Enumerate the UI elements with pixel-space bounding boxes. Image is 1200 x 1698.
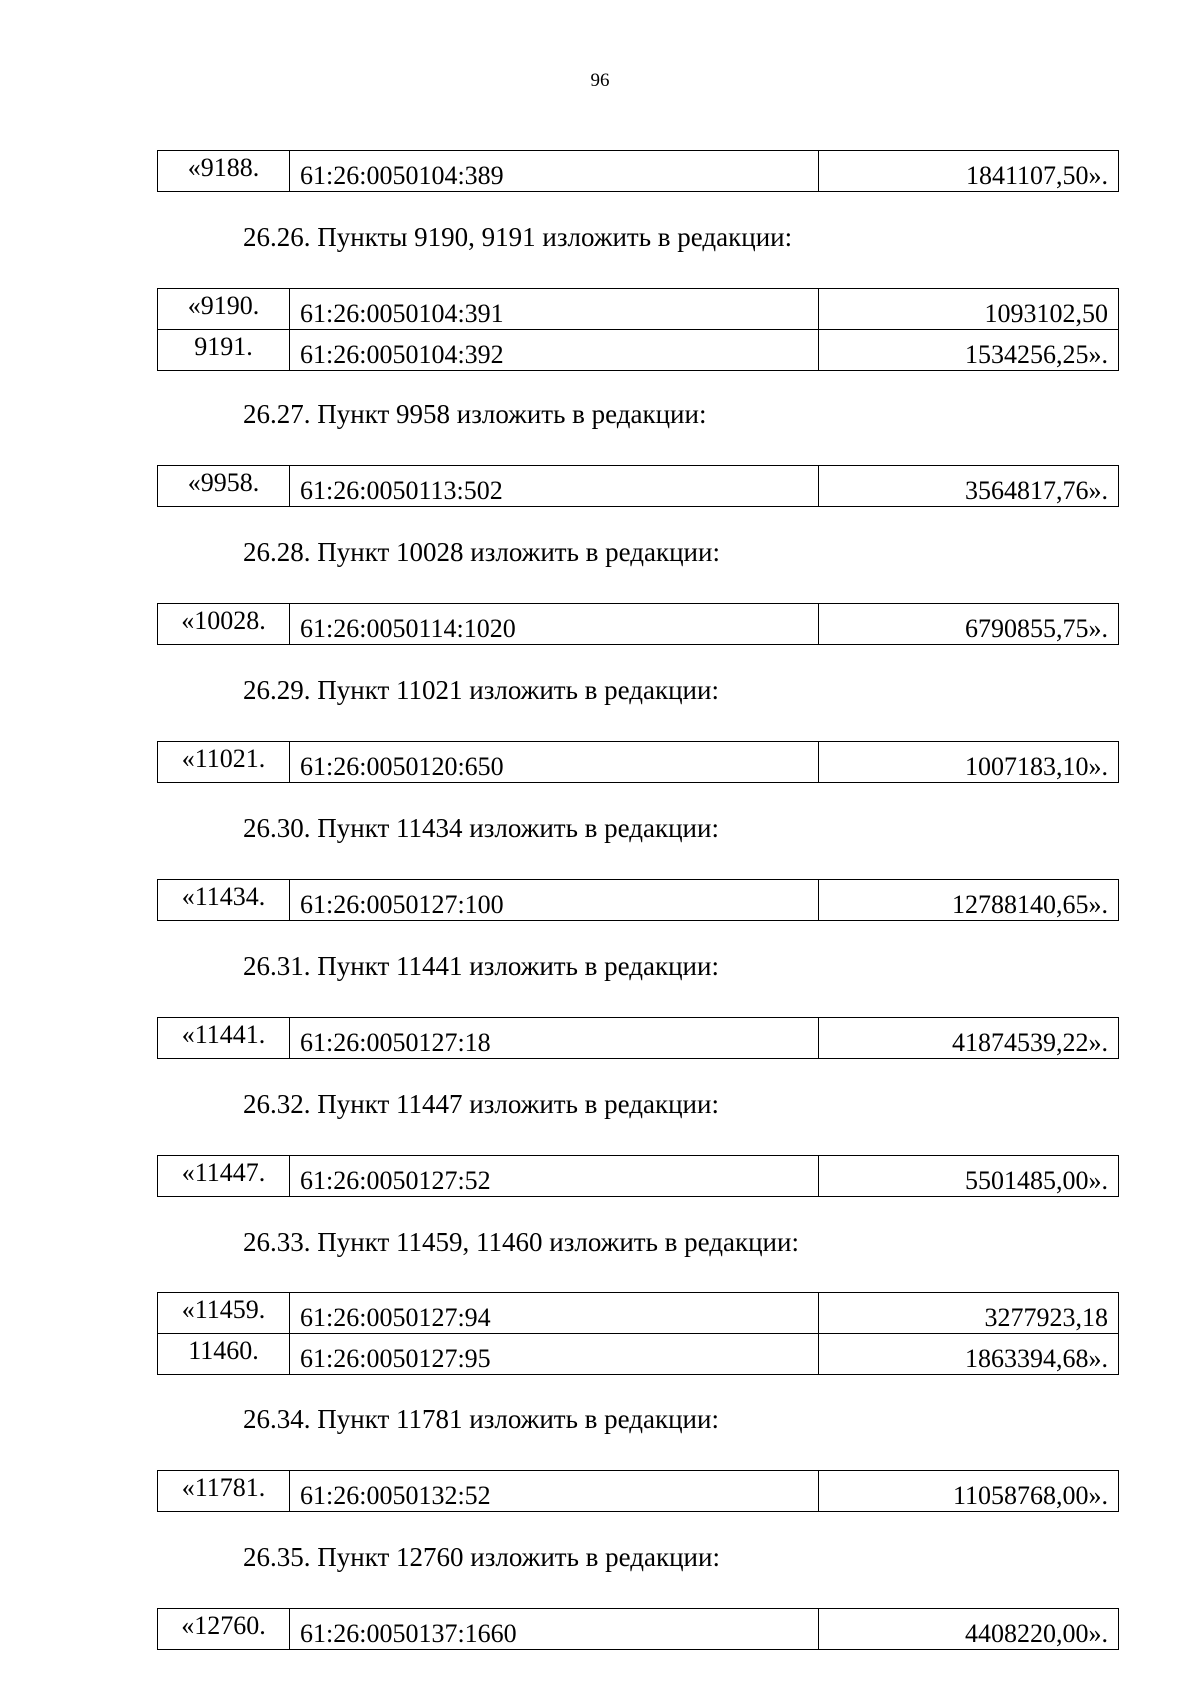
table-row: [158, 1609, 1119, 1650]
cadastral-number: 61:26:0050104:392: [290, 330, 819, 371]
cadastral-number: 61:26:0050127:95: [290, 1334, 819, 1375]
item-number: «11021.: [158, 742, 290, 783]
item-number: «11441.: [158, 1018, 290, 1059]
item-number: «11459.: [158, 1293, 290, 1334]
table-row: [158, 604, 1119, 645]
amendment-table: [157, 1155, 1119, 1197]
cadastral-number: 61:26:0050113:502: [290, 466, 819, 507]
amendment-paragraph: 26.35. Пункт 12760 изложить в редакции:: [243, 1542, 720, 1572]
table-row: [158, 1471, 1119, 1512]
cadastral-value: 1007183,10».: [819, 742, 1119, 783]
amendment-table: [157, 1292, 1119, 1375]
table-row: [158, 289, 1119, 330]
cadastral-value: 4408220,00».: [819, 1609, 1119, 1650]
table-row: [158, 1156, 1119, 1197]
cadastral-value: 11058768,00».: [819, 1471, 1119, 1512]
amendment-table: [157, 879, 1119, 921]
cadastral-number: 61:26:0050114:1020: [290, 604, 819, 645]
amendment-paragraph: 26.26. Пункты 9190, 9191 изложить в редакции:: [243, 222, 793, 252]
cadastral-value: 6790855,75».: [819, 604, 1119, 645]
amendment-paragraph: 26.28. Пункт 10028 изложить в редакции:: [243, 537, 720, 567]
item-number: 9191.: [158, 330, 290, 371]
table-row: [158, 1334, 1119, 1375]
cadastral-number: 61:26:0050104:391: [290, 289, 819, 330]
table-row: [158, 151, 1119, 192]
amendment-paragraph: 26.27. Пункт 9958 изложить в редакции:: [243, 399, 707, 429]
item-number: «9958.: [158, 466, 290, 507]
item-number: «10028.: [158, 604, 290, 645]
amendment-paragraph: 26.30. Пункт 11434 изложить в редакции:: [243, 813, 719, 843]
cadastral-value: 1841107,50».: [819, 151, 1119, 192]
cadastral-value: 5501485,00».: [819, 1156, 1119, 1197]
item-number: «12760.: [158, 1609, 290, 1650]
cadastral-value: 3277923,18: [819, 1293, 1119, 1334]
amendment-table: [157, 288, 1119, 371]
amendment-table: [157, 465, 1119, 507]
item-number: «9190.: [158, 289, 290, 330]
item-number: «11447.: [158, 1156, 290, 1197]
cadastral-value: 1534256,25».: [819, 330, 1119, 371]
table-row: [158, 1018, 1119, 1059]
amendment-paragraph: 26.33. Пункт 11459, 11460 изложить в редакции:: [243, 1227, 799, 1257]
item-number: «11434.: [158, 880, 290, 921]
cadastral-value: 1093102,50: [819, 289, 1119, 330]
cadastral-number: 61:26:0050120:650: [290, 742, 819, 783]
table-row: [158, 466, 1119, 507]
cadastral-number: 61:26:0050127:52: [290, 1156, 819, 1197]
item-number: «9188.: [158, 151, 290, 192]
amendment-table: [157, 1470, 1119, 1512]
amendment-table: [157, 150, 1119, 192]
cadastral-number: 61:26:0050127:100: [290, 880, 819, 921]
cadastral-number: 61:26:0050137:1660: [290, 1609, 819, 1650]
item-number: 11460.: [158, 1334, 290, 1375]
table-row: [158, 880, 1119, 921]
cadastral-value: 12788140,65».: [819, 880, 1119, 921]
cadastral-number: 61:26:0050132:52: [290, 1471, 819, 1512]
amendment-table: [157, 741, 1119, 783]
table-row: [158, 330, 1119, 371]
amendment-paragraph: 26.29. Пункт 11021 изложить в редакции:: [243, 675, 719, 705]
cadastral-number: 61:26:0050127:18: [290, 1018, 819, 1059]
table-row: [158, 1293, 1119, 1334]
item-number: «11781.: [158, 1471, 290, 1512]
amendment-table: [157, 1017, 1119, 1059]
page-number: 96: [590, 70, 610, 91]
cadastral-value: 1863394,68».: [819, 1334, 1119, 1375]
cadastral-number: 61:26:0050127:94: [290, 1293, 819, 1334]
amendment-table: [157, 603, 1119, 645]
table-row: [158, 742, 1119, 783]
amendment-paragraph: 26.32. Пункт 11447 изложить в редакции:: [243, 1089, 719, 1119]
cadastral-value: 41874539,22».: [819, 1018, 1119, 1059]
amendment-paragraph: 26.31. Пункт 11441 изложить в редакции:: [243, 951, 719, 981]
amendment-paragraph: 26.34. Пункт 11781 изложить в редакции:: [243, 1404, 719, 1434]
cadastral-value: 3564817,76».: [819, 466, 1119, 507]
cadastral-number: 61:26:0050104:389: [290, 151, 819, 192]
amendment-table: [157, 1608, 1119, 1650]
